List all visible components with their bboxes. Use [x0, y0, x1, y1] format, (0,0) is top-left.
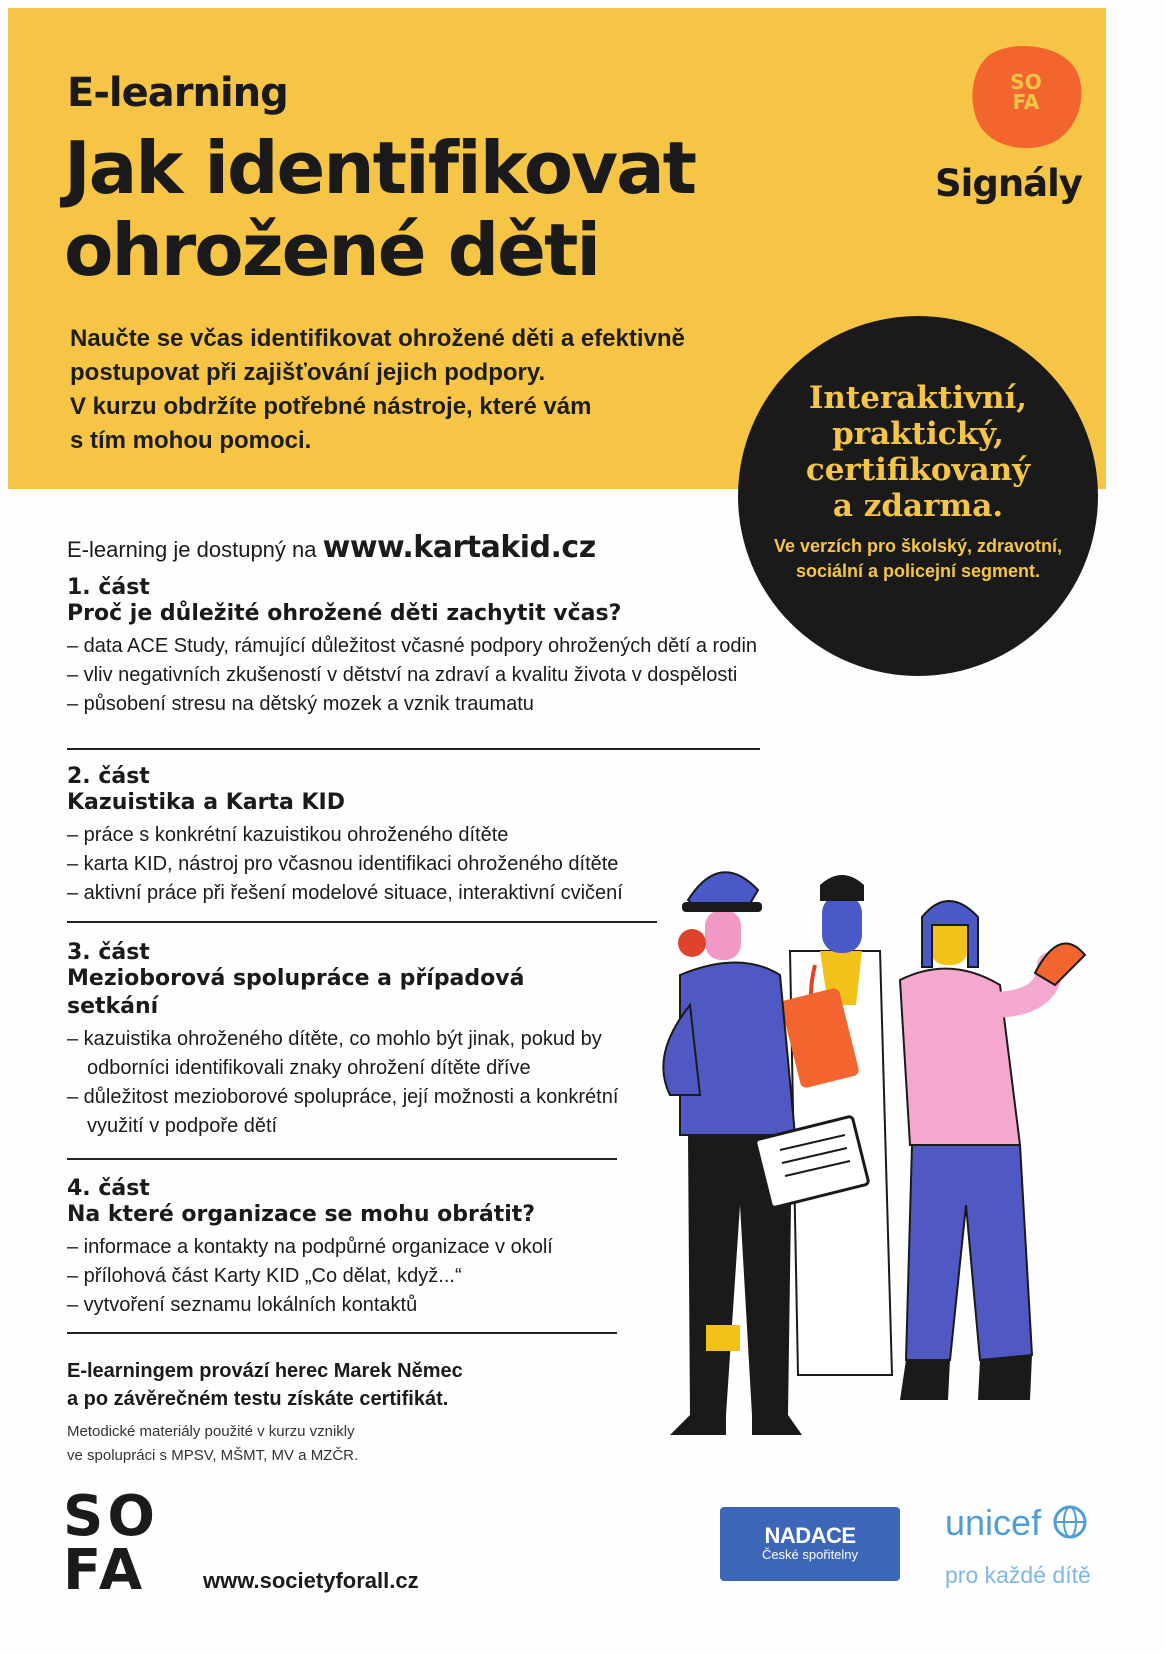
badge-sub-line: sociální a policejní segment. [795, 561, 1041, 581]
nadace-title: NADACE [764, 1523, 856, 1548]
project-name: Signály [935, 162, 1082, 205]
professionals-illustration [630, 855, 1100, 1485]
section-divider [67, 921, 657, 923]
intro-text [70, 322, 770, 458]
section-4 [67, 1176, 627, 1320]
logo-line: FA [63, 1538, 147, 1603]
section-title: Proč je důležité ohrožené děti zachytit včas? [67, 601, 622, 626]
badge-line: Interaktivní, [808, 380, 1028, 416]
list-item: – data ACE Study, rámující důležitost včasné podpory ohrožených dětí a rodin [67, 635, 758, 657]
list-item: – kazuistika ohroženého dítěte, co mohlo být jinak, pokud by odborníci identifikovali znaky ohrožení dítěte dříve [67, 1028, 602, 1079]
unicef-tagline: pro každé dítě [945, 1562, 1091, 1588]
badge-line: praktický, [832, 416, 1004, 452]
footer-small-print [67, 1420, 358, 1468]
section-number: 1. část [67, 575, 150, 600]
list-item: – karta KID, nástroj pro včasnou identifikaci ohroženého dítěte [67, 853, 619, 875]
footer-small-line: Metodické materiály použité v kurzu vznikly [67, 1423, 355, 1440]
list-item: – důležitost mezioborové spolupráce, její možnosti a konkrétní využití v podpoře dětí [67, 1086, 619, 1137]
sofa-logo [63, 1484, 159, 1603]
blob-text-line: SO [1010, 70, 1042, 94]
woman-figure [900, 901, 1085, 1400]
section-bullets [67, 1025, 627, 1141]
blob-text-line: FA [1012, 90, 1040, 114]
section-title: Na které organizace se mohu obrátit? [67, 1202, 536, 1227]
intro-line: V kurzu obdržíte potřebné nástroje, které vám [70, 393, 592, 420]
footer-note-line: E-learningem provází herec Marek Němec [67, 1360, 463, 1382]
feature-badge-subtext [738, 534, 1098, 584]
page-title-line1: Jak identifikovat [64, 126, 696, 210]
societyforall-link[interactable]: www.societyforall.cz [203, 1568, 419, 1593]
sofa-blob-text [968, 72, 1084, 112]
badge-sub-line: Ve verzích pro školský, zdravotní, [773, 536, 1063, 556]
footer-note [67, 1357, 463, 1413]
section-bullets [67, 821, 707, 908]
availability-line [67, 530, 596, 565]
badge-line: a zdarma. [832, 488, 1004, 524]
section-number: 4. část [67, 1176, 150, 1201]
footer-note-line: a po závěrečném testu získáte certifikát. [67, 1388, 449, 1410]
list-item: – aktivní práce při řešení modelové situace, interaktivní cvičení [67, 882, 623, 904]
list-item: – vytvoření seznamu lokálních kontaktů [67, 1294, 418, 1316]
list-item: – práce s konkrétní kazuistikou ohroženého dítěte [67, 824, 509, 846]
section-bullets [67, 632, 787, 719]
list-item: – působení stresu na dětský mozek a vznik traumatu [67, 693, 534, 715]
section-divider [67, 748, 760, 750]
section-divider [67, 1158, 617, 1160]
section-title: setkání [67, 994, 159, 1019]
section-3 [67, 940, 627, 1141]
unicef-logo [945, 1502, 1089, 1544]
list-item: – vliv negativních zkušeností v dětství na zdraví a kvalitu života v dospělosti [67, 664, 738, 686]
section-title: Kazuistika a Karta KID [67, 790, 345, 815]
section-number: 2. část [67, 764, 150, 789]
kicker-label: E-learning [67, 70, 288, 116]
feature-badge-heading [738, 380, 1098, 524]
section-title: Mezioborová spolupráce a případová [67, 966, 525, 991]
section-2 [67, 764, 707, 908]
page-title-line2: ohrožené děti [64, 208, 600, 292]
footer-small-line: ve spolupráci s MPSV, MŠMT, MV a MZČR. [67, 1447, 359, 1464]
list-item: – informace a kontakty na podpůrné organizace v okolí [67, 1236, 553, 1258]
nadace-logo [720, 1507, 900, 1581]
intro-line: postupovat při zajišťování jejich podpory. [70, 359, 546, 386]
nadace-subtitle: České spořitelny [761, 1547, 859, 1562]
intro-line: Naučte se včas identifikovat ohrožené děti a efektivně [70, 325, 685, 352]
badge-line: certifikovaný [805, 452, 1031, 488]
section-1 [67, 575, 787, 719]
availability-text: E-learning je dostupný na [67, 537, 323, 562]
list-item: – přílohová část Karty KID „Co dělat, když...“ [67, 1265, 462, 1287]
section-number: 3. část [67, 940, 150, 965]
section-bullets [67, 1233, 627, 1320]
kartakid-link[interactable]: www.kartakid.cz [322, 530, 596, 565]
intro-line: s tím mohou pomoci. [70, 427, 312, 454]
logo-line: SO [63, 1484, 159, 1549]
globe-icon [1051, 1503, 1089, 1541]
unicef-wordmark: unicef [945, 1502, 1042, 1543]
section-divider [67, 1332, 617, 1334]
